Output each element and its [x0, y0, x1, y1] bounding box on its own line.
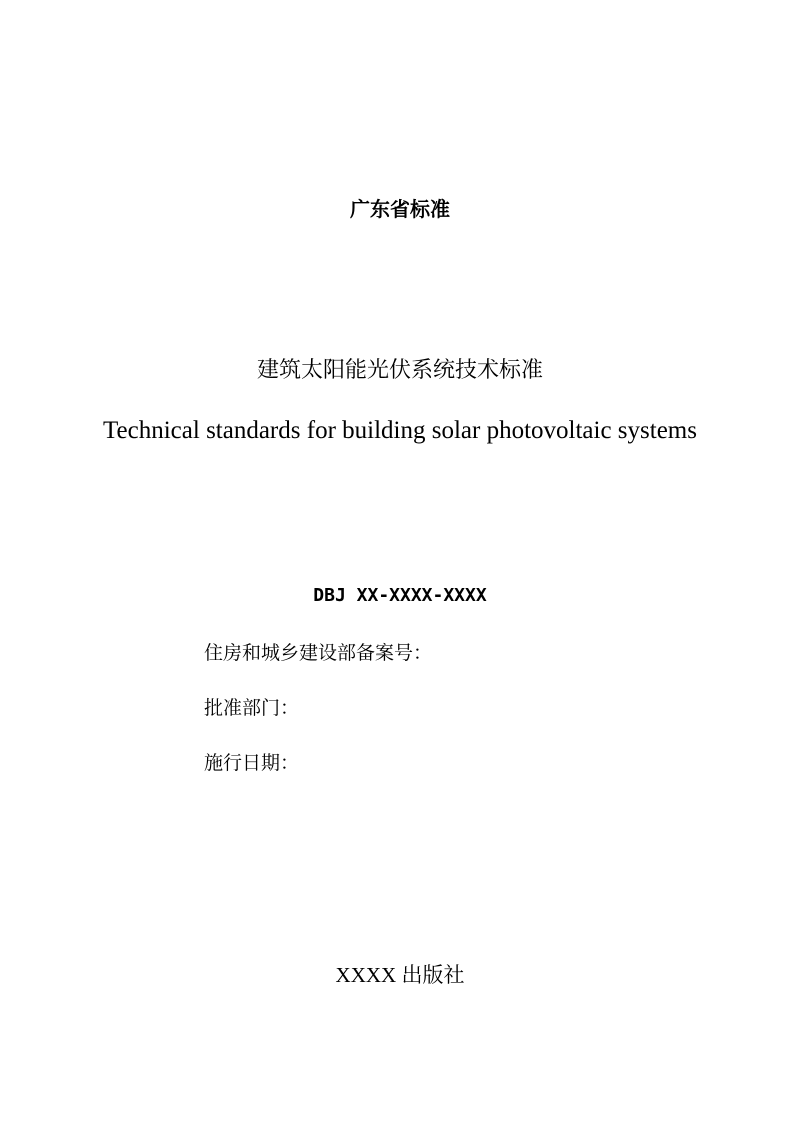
standard-code: DBJ XX-XXXX-XXXX [313, 585, 487, 606]
filing-number-label: 住房和城乡建设部备案号： [204, 642, 433, 664]
approval-department-label: 批准部门： [204, 697, 300, 719]
document-title-english: Technical standards for building solar photovoltaic systems [103, 417, 697, 444]
publisher-name: XXXX 出版社 [335, 963, 465, 987]
document-title-chinese: 建筑太阳能光伏系统技术标准 [256, 358, 543, 383]
standard-category: 广东省标准 [350, 197, 450, 221]
effective-date-label: 施行日期： [204, 752, 300, 774]
